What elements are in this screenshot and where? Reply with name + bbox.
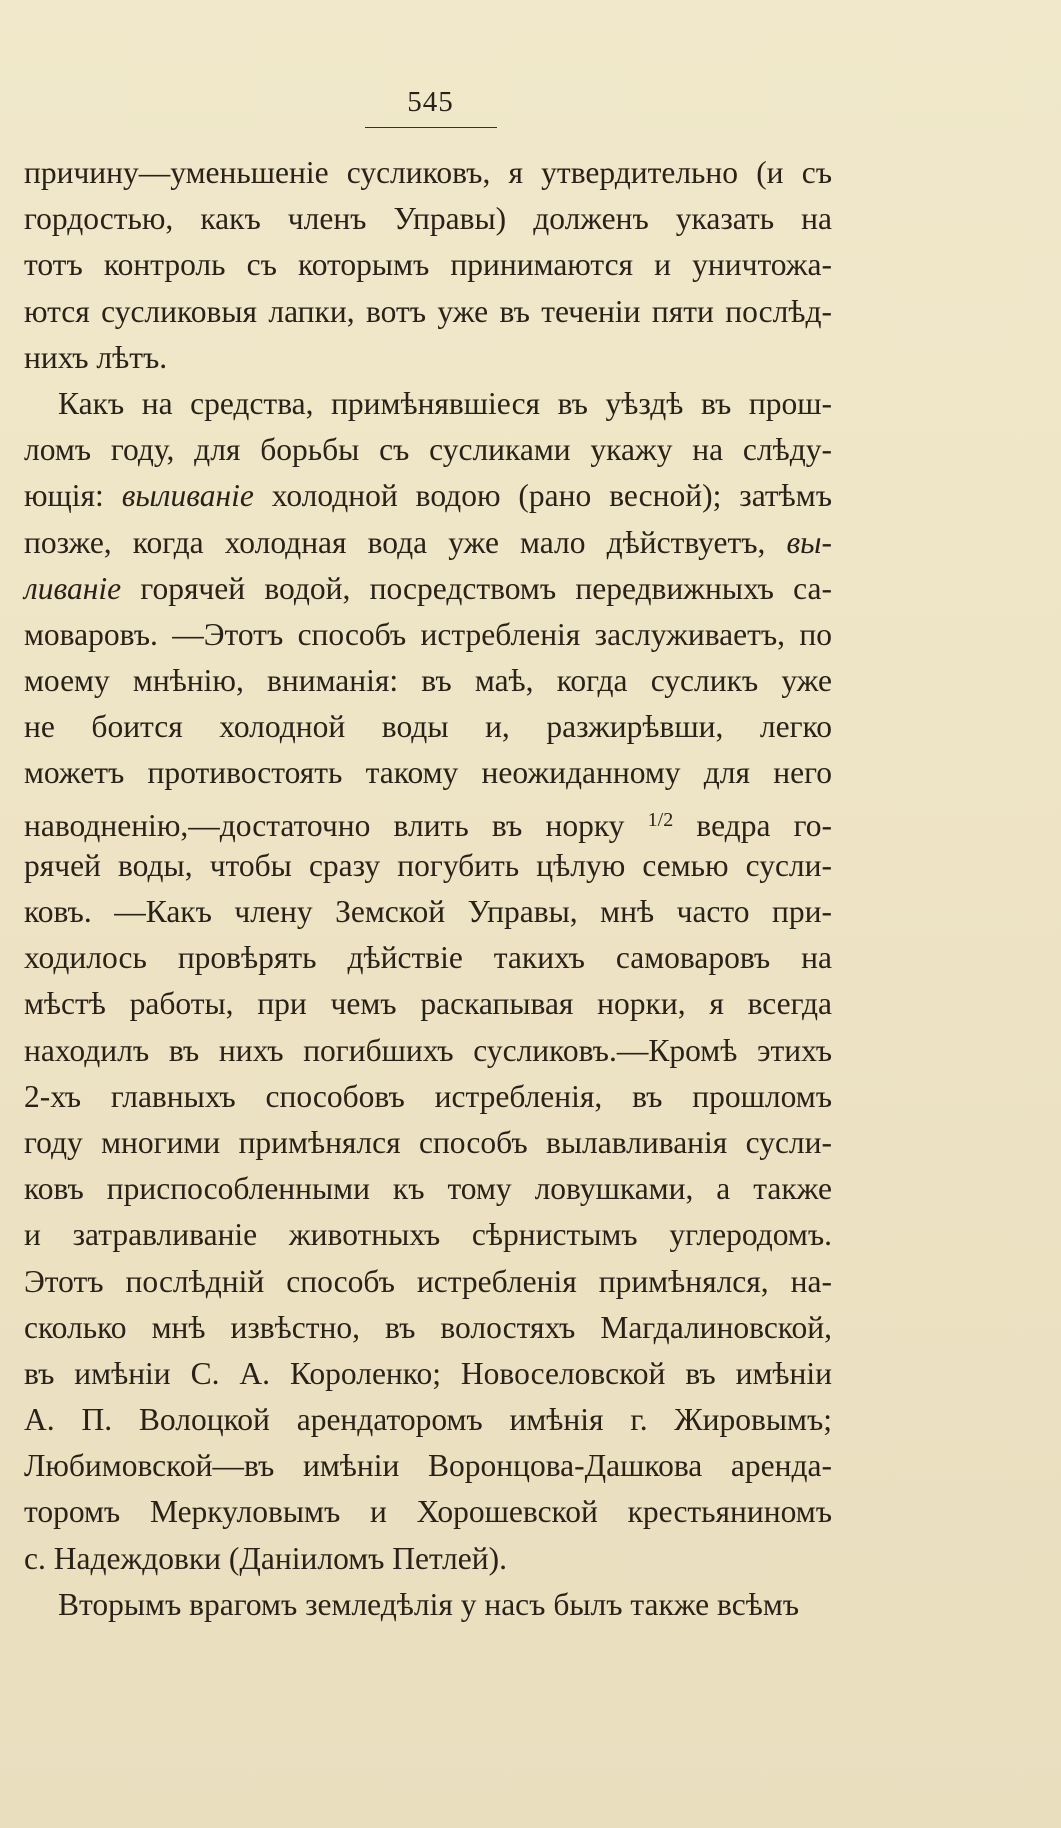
text-line: ющія: выливаніе холодной водою (рано весной); затѣмъ <box>24 478 833 514</box>
fraction: 1/2 <box>647 808 674 831</box>
text-line: причину—уменьшеніе сусликовъ, я утвердительно (и съ <box>24 155 832 190</box>
text-line: ломъ году, для борьбы съ сусликами укажу на слѣду- <box>24 432 832 468</box>
text-line: Любимовской—въ имѣніи Воронцова-Дашкова аренда- <box>24 1448 832 1484</box>
text-line: А. П. Волоцкой арендаторомъ имѣнія г. Жировымъ; <box>24 1402 832 1438</box>
text-line: мѣстѣ работы, при чемъ раскапывая норки, я всегда <box>24 986 832 1022</box>
text-line: нихъ лѣтъ. <box>24 339 168 375</box>
text-line: ковъ. —Какъ члену Земской Управы, мнѣ часто при- <box>24 894 832 929</box>
text-line: наводненію,—достаточно влить въ норку $^{1/2}$ ведра го- <box>24 807 832 843</box>
text-line: въ имѣніи С. А. Короленко; Новоселовской въ имѣніи <box>24 1355 832 1391</box>
text-line: позже, когда холодная вода уже мало дѣйствуетъ, вы- <box>24 524 832 560</box>
text-line: ливаніе горячей водой, посредствомъ передвижныхъ са- <box>24 570 832 606</box>
text-line: Вторымъ врагомъ земледѣлія у насъ былъ также всѣмъ <box>58 1586 800 1622</box>
emphasized-term: выливаніе <box>121 478 254 514</box>
text-line: с. Надеждовки (Даніиломъ Петлей). <box>24 1540 507 1576</box>
text-line: ются сусликовыя лапки, вотъ уже въ теченіи пяти послѣд- <box>24 293 832 329</box>
text-line: не боится холодной воды и, разжирѣвши, легко <box>24 709 832 745</box>
text-line: торомъ Меркуловымъ и Хорошевской крестьяниномъ <box>24 1494 832 1530</box>
text-line: находилъ въ нихъ погибшихъ сусликовъ.—Кромѣ этихъ <box>24 1032 832 1068</box>
text-line: 2-хъ главныхъ способовъ истребленія, въ прошломъ <box>24 1078 832 1114</box>
text-line: Какъ на средства, примѣнявшіеся въ уѣздѣ въ прош- <box>58 385 832 421</box>
text-line: моваровъ. —Этотъ способъ истребленія заслуживаетъ, по <box>24 616 832 652</box>
text-line: сколько мнѣ извѣстно, въ волостяхъ Магдалиновской, <box>24 1309 832 1345</box>
header-rule <box>365 127 497 128</box>
text-line: году многими примѣнялся способъ вылавливанія сусли- <box>24 1124 832 1160</box>
emphasized-term: вы- <box>786 524 832 560</box>
text-line: ковъ приспособленными къ тому ловушками, а также <box>24 1171 832 1207</box>
text-line: гордостью, какъ членъ Управы) долженъ указать на <box>24 201 832 237</box>
text-line: ходилось провѣрять дѣйствіе такихъ самоваровъ на <box>24 940 832 976</box>
page-number: 545 <box>407 86 454 118</box>
text-line: рячей воды, чтобы сразу погубить цѣлую семью сусли- <box>24 847 832 883</box>
paragraph <box>24 150 832 381</box>
text-line: Этотъ послѣдній способъ истребленія примѣнялся, на- <box>24 1263 832 1299</box>
body-text <box>24 150 832 1628</box>
text-line: и затравливаніе животныхъ сѣрнистымъ углеродомъ. <box>24 1217 832 1253</box>
text-line: можетъ противостоять такому неожиданному для него <box>24 755 832 791</box>
paragraph <box>24 381 832 1582</box>
text-line: тотъ контроль съ которымъ принимаются и уничтожа- <box>24 247 832 283</box>
paragraph <box>24 1582 832 1628</box>
text-line: моему мнѣнію, вниманія: въ маѣ, когда сусликъ уже <box>24 663 832 699</box>
emphasized-term: ливаніе <box>24 570 122 606</box>
